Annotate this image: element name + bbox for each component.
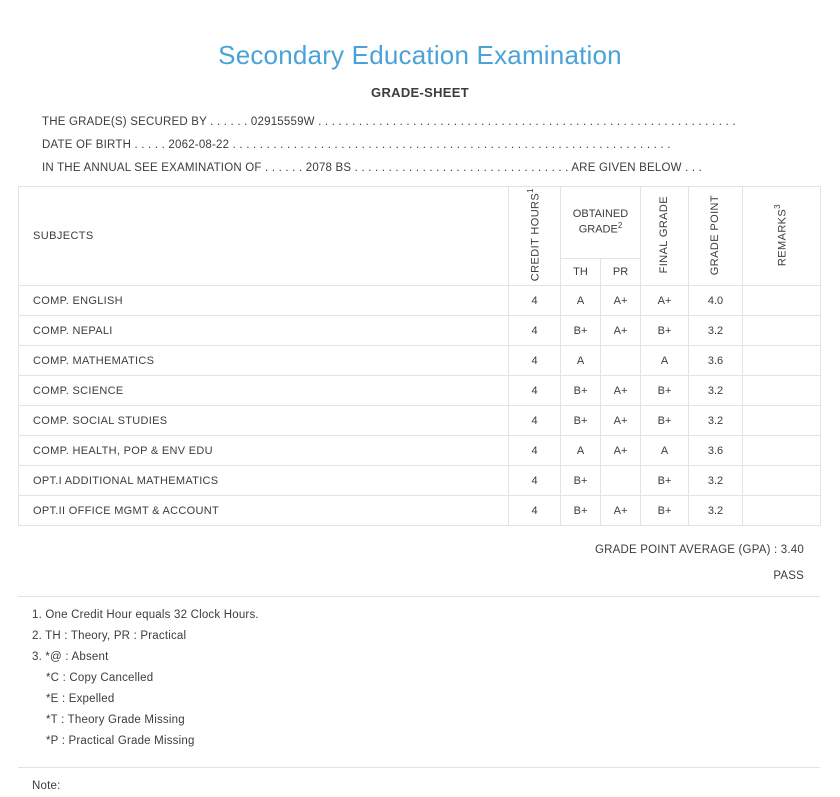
obtained-grade-label: OBTAINED GRADE <box>572 207 629 237</box>
final-grade-label: FINAL GRADE <box>658 196 671 274</box>
cell-credit-hours: 4 <box>509 286 561 316</box>
cell-subject: COMP. SCIENCE <box>19 376 509 406</box>
cell-practical <box>601 466 641 496</box>
cell-subject: OPT.II OFFICE MGMT & ACCOUNT <box>19 496 509 526</box>
credit-hours-label: CREDIT HOURS$^1$ <box>526 188 542 282</box>
cell-grade-point: 3.2 <box>689 406 743 436</box>
column-header-theory: TH <box>561 259 601 286</box>
cell-practical: A+ <box>601 316 641 346</box>
footer-divider <box>18 767 820 768</box>
grades-table-head <box>19 187 821 286</box>
grade-point-label: GRADE POINT <box>709 194 722 275</box>
cell-remarks <box>743 286 821 316</box>
cell-grade-point: 3.2 <box>689 316 743 346</box>
cell-remarks <box>743 496 821 526</box>
cell-theory: A <box>561 436 601 466</box>
cell-remarks <box>743 346 821 376</box>
gpa-value: GRADE POINT AVERAGE (GPA) : 3.40 <box>595 544 804 557</box>
meta-line-date-of-birth: DATE OF BIRTH . . . . . 2062-08-22 . . . . . . . . . . . . . . . . . . . . . . . . . . . . . . . . . . . . . . . . . . . . . . . . . . . . . . . . . . . . . . . . . <box>42 139 671 152</box>
cell-theory: B+ <box>561 406 601 436</box>
table-row <box>19 436 821 466</box>
cell-final-grade: B+ <box>641 466 689 496</box>
cell-practical: A+ <box>601 436 641 466</box>
column-header-grade-point <box>689 187 743 286</box>
column-header-remarks <box>743 187 821 286</box>
table-row <box>19 376 821 406</box>
remarks-label: REMARKS$^3$ <box>773 203 790 266</box>
cell-practical: A+ <box>601 496 641 526</box>
note-item: 3. *@ : Absent <box>32 651 109 664</box>
note-sub-item: *P : Practical Grade Missing <box>46 735 195 748</box>
cell-final-grade: B+ <box>641 376 689 406</box>
cell-subject: COMP. MATHEMATICS <box>19 346 509 376</box>
notes-list <box>18 609 822 747</box>
cell-theory: A <box>561 286 601 316</box>
cell-grade-point: 3.2 <box>689 466 743 496</box>
cell-theory: A <box>561 346 601 376</box>
meta-line-exam-year: IN THE ANNUAL SEE EXAMINATION OF . . . . . . 2078 BS . . . . . . . . . . . . . . . . . . . . . . . . . . . . . . . . ARE GIVEN BELOW . . . <box>42 162 703 175</box>
cell-final-grade: A <box>641 346 689 376</box>
cell-theory: B+ <box>561 376 601 406</box>
table-row <box>19 406 821 436</box>
cell-subject: OPT.I ADDITIONAL MATHEMATICS <box>19 466 509 496</box>
page-subtitle: GRADE-SHEET <box>371 85 469 101</box>
cell-remarks <box>743 436 821 466</box>
cell-grade-point: 3.2 <box>689 496 743 526</box>
footer-note-label: Note: <box>32 780 61 793</box>
cell-grade-point: 3.2 <box>689 376 743 406</box>
grades-table-body <box>19 286 821 526</box>
column-header-credit-hours <box>509 187 561 286</box>
cell-remarks <box>743 376 821 406</box>
cell-credit-hours: 4 <box>509 466 561 496</box>
note-item: 2. TH : Theory, PR : Practical <box>32 630 187 643</box>
cell-subject: COMP. ENGLISH <box>19 286 509 316</box>
cell-grade-point: 3.6 <box>689 346 743 376</box>
cell-grade-point: 3.6 <box>689 436 743 466</box>
cell-final-grade: B+ <box>641 406 689 436</box>
cell-practical <box>601 346 641 376</box>
cell-theory: B+ <box>561 496 601 526</box>
cell-subject: COMP. NEPALI <box>19 316 509 346</box>
cell-remarks <box>743 406 821 436</box>
table-row <box>19 286 821 316</box>
column-header-practical: PR <box>601 259 641 286</box>
cell-theory: B+ <box>561 466 601 496</box>
column-header-subjects: SUBJECTS <box>19 187 509 286</box>
cell-final-grade: A+ <box>641 286 689 316</box>
cell-credit-hours: 4 <box>509 436 561 466</box>
note-sub-item: *C : Copy Cancelled <box>46 672 154 685</box>
cell-practical: A+ <box>601 286 641 316</box>
note-item: 1. One Credit Hour equals 32 Clock Hours. <box>32 609 259 622</box>
column-header-obtained-grade <box>561 187 641 259</box>
table-row <box>19 496 821 526</box>
cell-subject: COMP. HEALTH, POP & ENV EDU <box>19 436 509 466</box>
cell-remarks <box>743 466 821 496</box>
table-row <box>19 466 821 496</box>
cell-remarks <box>743 316 821 346</box>
table-row <box>19 316 821 346</box>
table-row <box>19 346 821 376</box>
cell-grade-point: 4.0 <box>689 286 743 316</box>
cell-credit-hours: 4 <box>509 316 561 346</box>
cell-credit-hours: 4 <box>509 496 561 526</box>
cell-final-grade: B+ <box>641 496 689 526</box>
credit-hours-superscript: 1 <box>526 188 536 193</box>
cell-final-grade: A <box>641 436 689 466</box>
column-header-final-grade <box>641 187 689 286</box>
page-title: Secondary Education Examination <box>218 40 622 70</box>
table-header-row <box>19 187 821 259</box>
note-sub-item: *E : Expelled <box>46 693 115 706</box>
cell-credit-hours: 4 <box>509 376 561 406</box>
obtained-grade-superscript: 2 <box>617 221 623 231</box>
notes-divider <box>18 596 820 597</box>
cell-subject: COMP. SOCIAL STUDIES <box>19 406 509 436</box>
cell-credit-hours: 4 <box>509 406 561 436</box>
student-meta-block <box>18 116 822 174</box>
cell-practical: A+ <box>601 406 641 436</box>
cell-practical: A+ <box>601 376 641 406</box>
grades-table <box>18 186 821 526</box>
result-status: PASS <box>773 570 804 583</box>
cell-theory: B+ <box>561 316 601 346</box>
cell-final-grade: B+ <box>641 316 689 346</box>
cell-credit-hours: 4 <box>509 346 561 376</box>
remarks-superscript: 3 <box>773 203 783 209</box>
meta-line-symbol-number: THE GRADE(S) SECURED BY . . . . . . 02915559W . . . . . . . . . . . . . . . . . . . . . . . . . . . . . . . . . . . . . . . . . . . . . . . . . . . . . . . . . . . . . . <box>42 116 736 129</box>
note-sub-item: *T : Theory Grade Missing <box>46 714 185 727</box>
